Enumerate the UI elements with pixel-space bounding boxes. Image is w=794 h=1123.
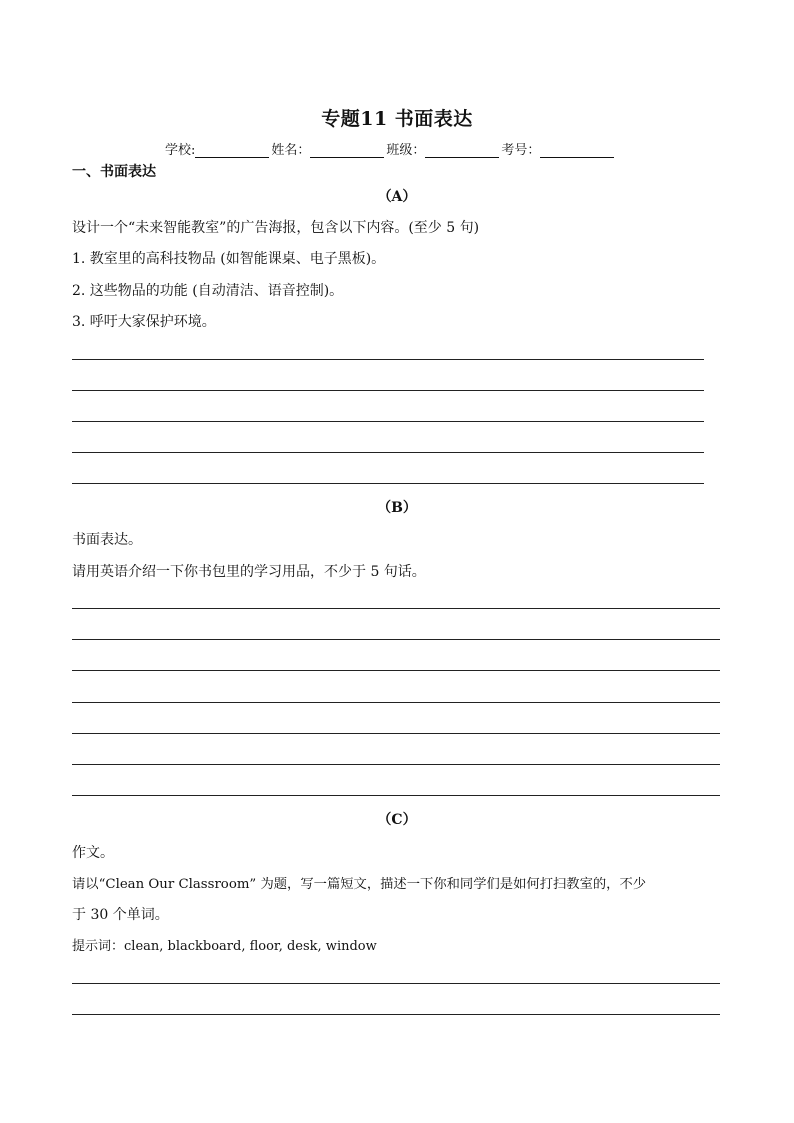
name-blank[interactable] <box>310 143 384 158</box>
part-b-writing-line-6[interactable] <box>72 764 720 765</box>
part-b-writing-line-4[interactable] <box>72 702 720 703</box>
part-b-writing-line-1[interactable] <box>72 608 720 609</box>
class-label: 班级： <box>386 143 426 158</box>
part-b-writing-line-7[interactable] <box>72 795 720 796</box>
part-c-writing-line-2[interactable] <box>72 1014 720 1015</box>
part-c-hint: 提示词：clean, blackboard, floor, desk, window <box>72 939 377 954</box>
part-a-writing-line-1[interactable] <box>72 359 704 360</box>
part-b-writing-line-5[interactable] <box>72 733 720 734</box>
part-a-writing-line-4[interactable] <box>72 452 704 453</box>
part-b-writing-line-2[interactable] <box>72 639 720 640</box>
part-b-prompt: 请用英语介绍一下你书包里的学习用品，不少于 5 句话。 <box>72 564 426 580</box>
part-a-item-2: 2. 这些物品的功能 (自动清洁、语音控制)。 <box>72 283 344 299</box>
part-a-item-1: 1. 教室里的高科技物品 (如智能课桌、电子黑板)。 <box>72 251 386 267</box>
part-a-prompt: 设计一个“未来智能教室”的广告海报，包含以下内容。(至少 5 句) <box>72 220 480 236</box>
section-heading: 一、书面表达 <box>72 164 156 180</box>
part-c-label: （C） <box>377 812 417 828</box>
part-b-intro: 书面表达。 <box>72 532 142 548</box>
part-c-prompt-line-1: 请以“Clean Our Classroom” 为题，写一篇短文，描述一下你和同学们是如何打扫教室的，不少 <box>72 877 647 892</box>
name-label: 姓名： <box>271 143 311 158</box>
part-a-writing-line-2[interactable] <box>72 390 704 391</box>
part-a-writing-line-5[interactable] <box>72 483 704 484</box>
part-c-writing-line-1[interactable] <box>72 983 720 984</box>
part-a-label: （A） <box>377 189 417 205</box>
part-a-writing-line-3[interactable] <box>72 421 704 422</box>
number-label: 考号： <box>501 143 541 158</box>
school-blank[interactable] <box>195 143 269 158</box>
school-label: 学校: <box>165 143 196 158</box>
class-blank[interactable] <box>425 143 499 158</box>
part-b-writing-line-3[interactable] <box>72 670 720 671</box>
part-a-item-3: 3. 呼吁大家保护环境。 <box>72 314 216 330</box>
part-c-intro: 作文。 <box>72 845 114 861</box>
page-title: 专题11 书面表达 <box>321 108 473 130</box>
part-c-prompt-line-2: 于 30 个单词。 <box>72 907 169 923</box>
part-b-label: （B） <box>377 500 417 516</box>
number-blank[interactable] <box>540 143 614 158</box>
student-info-row <box>165 139 616 158</box>
